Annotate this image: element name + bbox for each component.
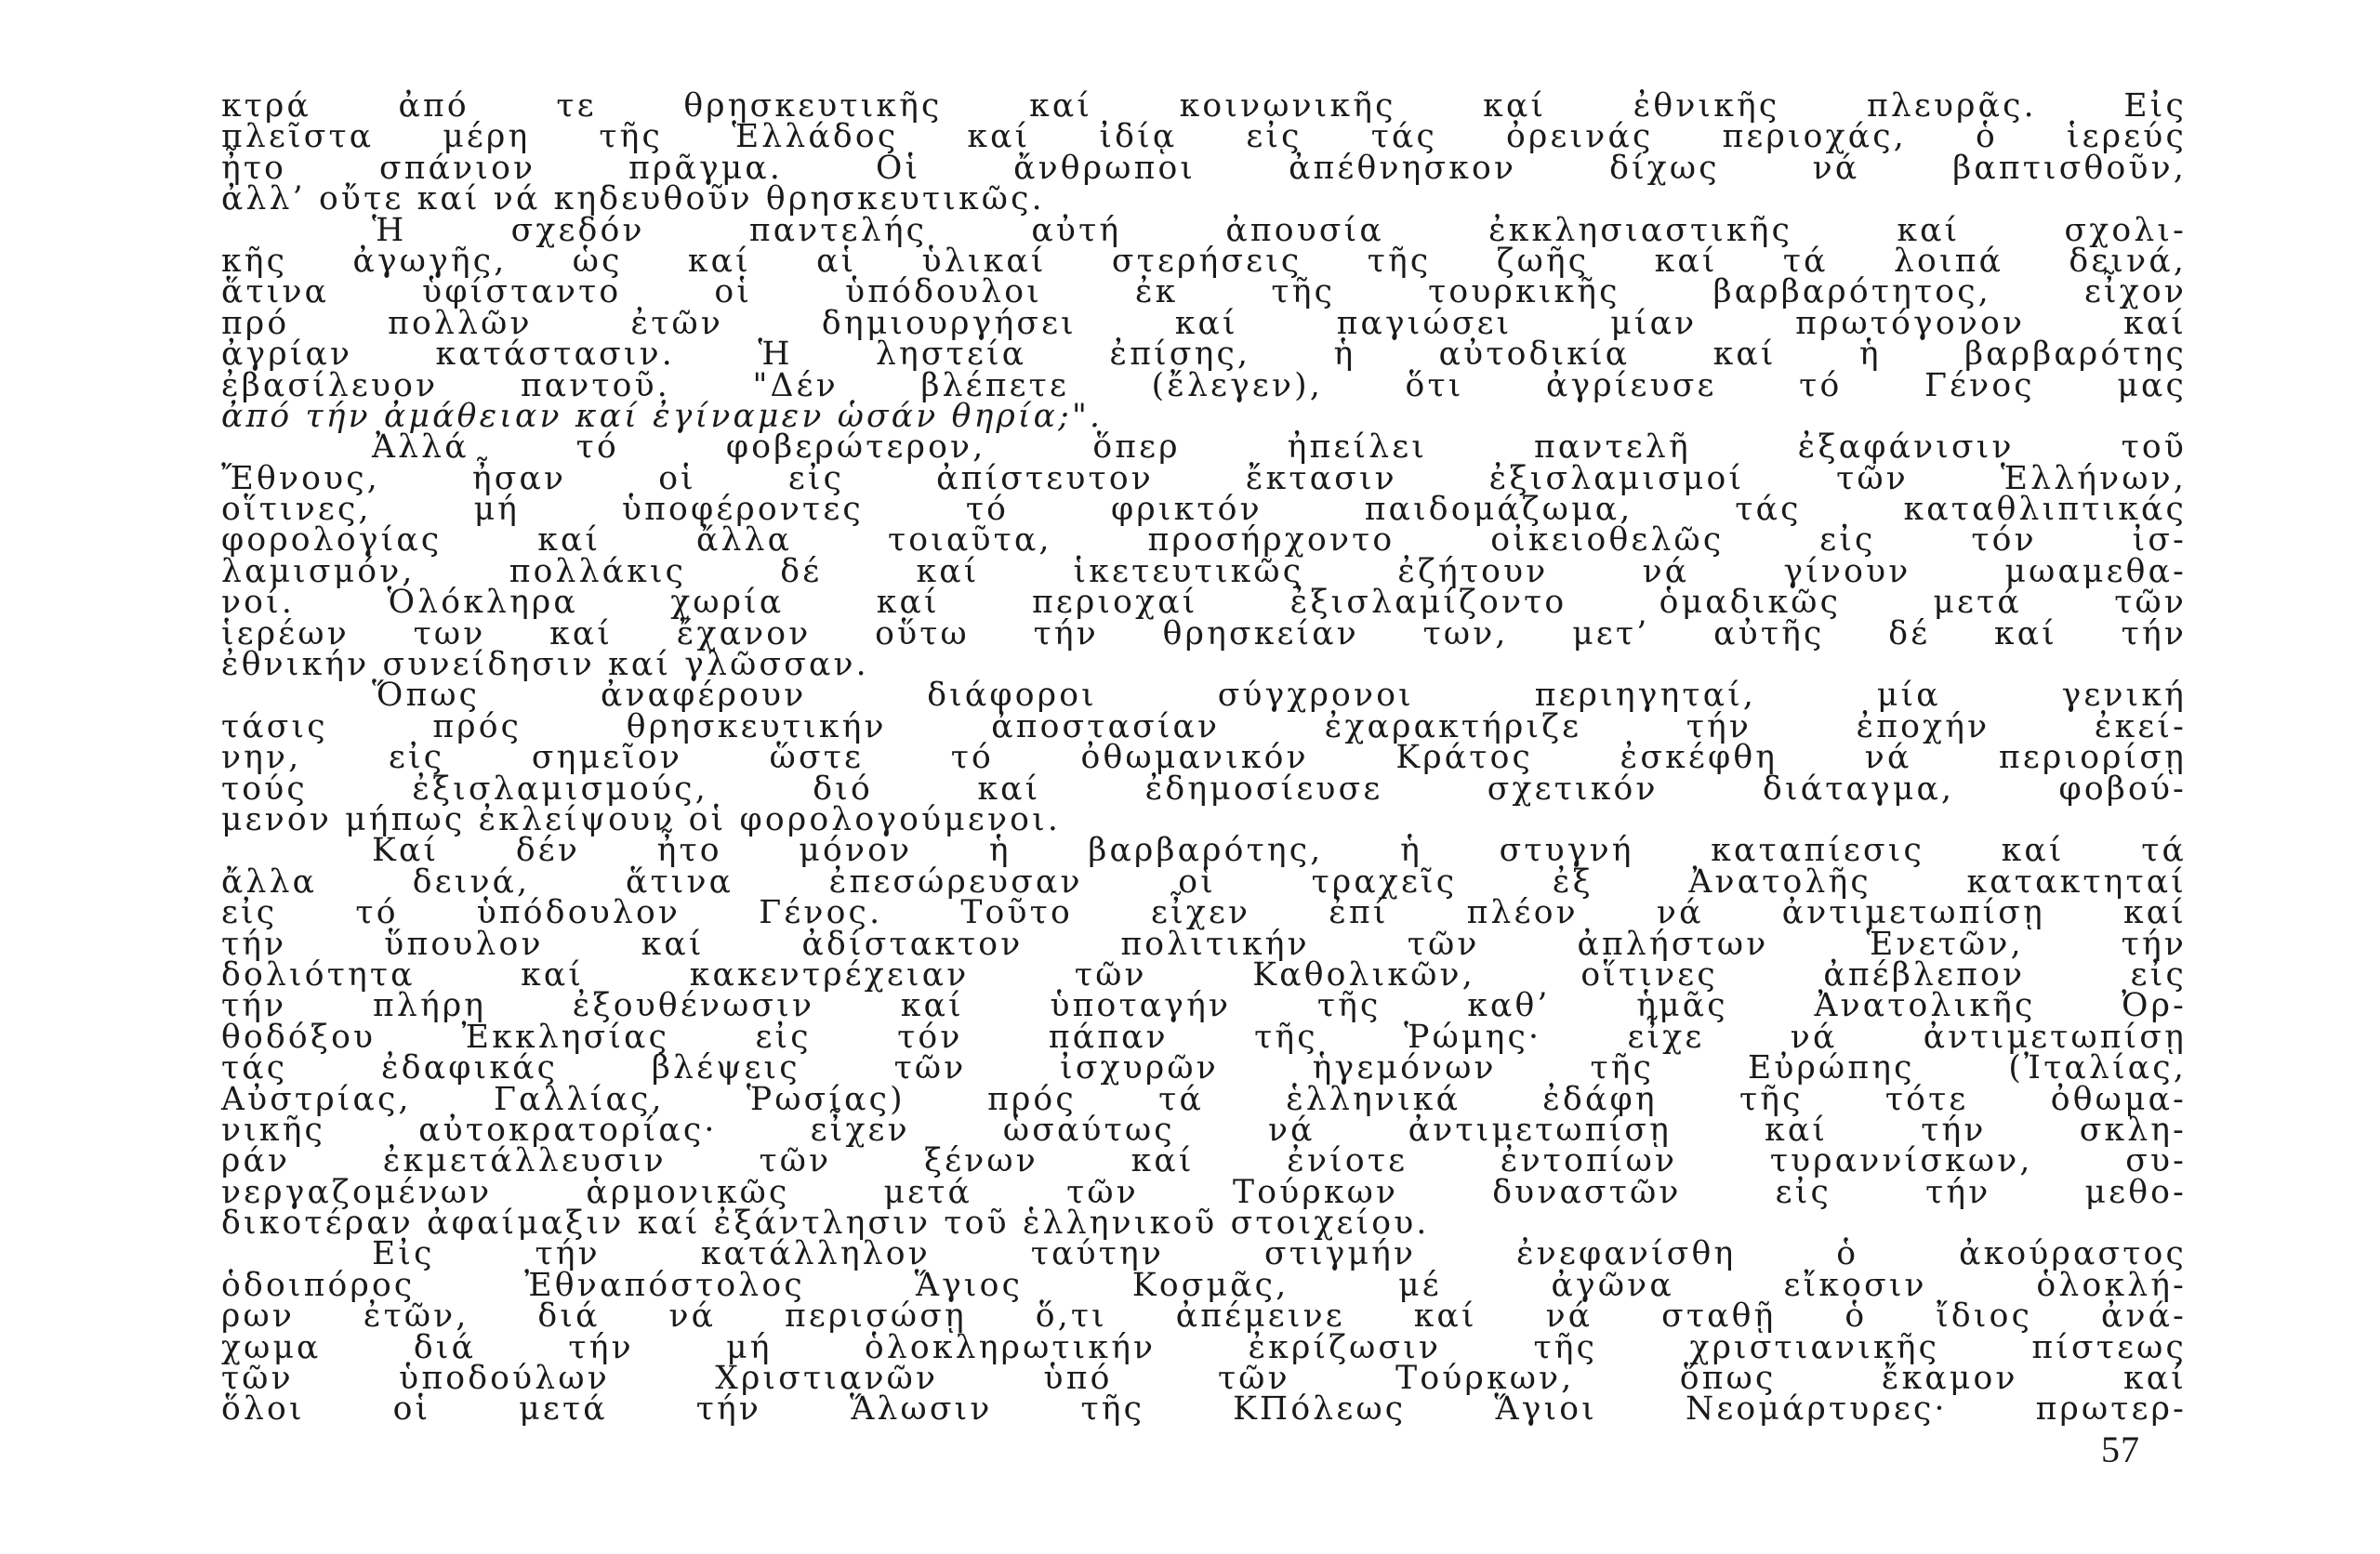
paragraph (221, 832, 2187, 1243)
text-line: τῶν ὑποδούλων Χριστιανῶν ὑπό τῶν Τούρκων, ὅπως ἔκαμον καί (221, 1360, 2187, 1398)
paragraph (221, 428, 2187, 684)
text-line: νεργαζομένων ἁρμονικῶς μετά τῶν Τούρκων δυναστῶν εἰς τήν μεθο- (221, 1173, 2187, 1211)
text-line: ὁδοιπόρος Ἐθναπόστολος Ἅγιος Κοσμᾶς, μέ ἀγῶνα εἴκοσιν ὁλοκλή- (221, 1266, 2187, 1304)
text-line: κῆς ἀγωγῆς, ὡς καί αἱ ὑλικαί στερήσεις τῆς ζωῆς καί τά λοιπά δεινά, (221, 242, 2187, 280)
paragraph (221, 211, 2187, 435)
text-line: χωμα διά τήν μή ὁλοκληρωτικήν ἐκρίζωσιν τῆς χριστιανικῆς πίστεως (221, 1328, 2187, 1366)
text-line: οἵτινες, μή ὑποφέροντες τό φρικτόν παιδομάζωμα, τάς καταθλιπτικάς (221, 491, 2187, 529)
text-line: δολιότητα καί κακεντρέχειαν τῶν Καθολικῶν, οἵτινες ἀπέβλεπον εἰς (221, 955, 2187, 994)
text-line: ράν ἐκμετάλλευσιν τῶν ξένων καί ἐνίοτε ἐντοπίων τυραννίσκων, συ- (221, 1142, 2187, 1180)
paragraph (221, 1235, 2187, 1429)
text-line: πλεῖστα μέρη τῆς Ἑλλάδος καί ἰδίᾳ εἰς τάς ὀρεινάς περιοχάς, ὁ ἱερεύς (221, 118, 2187, 156)
text-line: ὅλοι οἱ μετά τήν Ἅλωσιν τῆς ΚΠόλεως Ἅγιοι Νεομάρτυρες· πρωτερ- (221, 1390, 2187, 1429)
page-body (221, 87, 2187, 1429)
text-line: δικοτέραν ἀφαίμαξιν καί ἐξάντλησιν τοῦ ἑλληνικοῦ στοιχείου. (221, 1205, 1430, 1243)
text-line: τήν πλήρη ἐξουθένωσιν καί ὑποταγήν τῆς καθ’ ἡμᾶς Ἀνατολικῆς Ὀρ- (221, 987, 2187, 1025)
paragraph (221, 677, 2187, 838)
text-line: τήν ὕπουλον καί ἀδίστακτον πολιτικήν τῶν ἀπλήστων Ἑνετῶν, τήν (221, 925, 2187, 963)
text-line: Ἔθνους, ἦσαν οἱ εἰς ἀπίστευτον ἔκτασιν ἐξισλαμισμοί τῶν Ἑλλήνων, (221, 459, 2187, 497)
text-line: ἅτινα ὑφίσταντο οἱ ὑπόδουλοι ἐκ τῆς τουρκικῆς βαρβαρότητος, εἶχον (221, 273, 2187, 311)
text-line: Καί δέν ἦτο μόνον ἡ βαρβαρότης, ἡ στυγνή καταπίεσις καί τά (372, 832, 2187, 870)
text-line: ἐθνικήν συνείδησιν καί γλῶσσαν. (221, 646, 869, 684)
text-line: ἀγρίαν κατάστασιν. Ἡ ληστεία ἐπίσης, ἡ αὐτοδικία καί ἡ βαρβαρότης (221, 336, 2187, 374)
text-line: ἱερέων των καί ἔχανον οὕτω τήν θρησκείαν των, μετ’ αὐτῆς δέ καί τήν (221, 614, 2187, 652)
text-line: φορολογίας καί ἄλλα τοιαῦτα, προσήρχοντο οἰκειοθελῶς εἰς τόν ἰσ- (221, 521, 2187, 560)
text-line: ρων ἐτῶν, διά νά περισώσῃ ὅ,τι ἀπέμεινε καί νά σταθῇ ὁ ἴδιος ἀνά- (221, 1297, 2187, 1336)
text-line: Εἰς τήν κατάλληλον ταύτην στιγμήν ἐνεφανίσθη ὁ ἀκούραστος (372, 1235, 2187, 1273)
text-line: λαμισμόν, πολλάκις δέ καί ἱκετευτικῶς ἐζήτουν νά γίνουν μωαμεθα- (221, 552, 2187, 590)
text-line: εἰς τό ὑπόδουλον Γένος. Τοῦτο εἶχεν ἐπί πλέον νά ἀντιμετωπίσῃ καί (221, 894, 2187, 932)
text-line: ἦτο σπάνιον πρᾶγμα. Οἱ ἄνθρωποι ἀπέθνησκον δίχως νά βαπτισθοῦν, (221, 149, 2187, 187)
paragraph (221, 87, 2187, 218)
text-line: ἄλλα δεινά, ἅτινα ἐπεσώρευσαν οἱ τραχεῖς ἐξ Ἀνατολῆς κατακτηταί (221, 863, 2187, 901)
text-line: νικῆς αὐτοκρατορίας· εἶχεν ὡσαύτως νά ἀντιμετωπίσῃ καί τήν σκλη- (221, 1111, 2187, 1149)
text-line: Ἡ σχεδόν παντελής αὐτή ἀπουσία ἐκκλησιαστικῆς καί σχολι- (372, 211, 2187, 249)
text-line: Ὅπως ἀναφέρουν διάφοροι σύγχρονοι περιηγηταί, μία γενική (372, 677, 2187, 715)
text-line: τούς ἐξισλαμισμούς, διό καί ἐδημοσίευσε σχετικόν διάταγμα, φοβού- (221, 770, 2187, 808)
text-line: Αὐστρίας, Γαλλίας, Ῥωσίας) πρός τά ἑλληνικά ἐδάφη τῆς τότε ὀθωμα- (221, 1080, 2187, 1118)
text-line: νοί. Ὁλόκληρα χωρία καί περιοχαί ἐξισλαμίζοντο ὁμαδικῶς μετά τῶν (221, 584, 2187, 622)
text-line: ἐβασίλευον παντοῦ. "Δέν βλέπετε (ἔλεγεν), ὅτι ἀγρίευσε τό Γένος μας (221, 366, 2187, 404)
text-line: πρό πολλῶν ἐτῶν δημιουργήσει καί παγιώσει μίαν πρωτόγονον καί (221, 304, 2187, 342)
text-line: θοδόξου Ἐκκλησίας εἰς τόν πάπαν τῆς Ῥώμης· εἶχε νά ἀντιμετωπίσῃ (221, 1018, 2187, 1056)
page-number: 57 (2101, 1429, 2140, 1470)
text-line: ἀπό τήν ἀμάθειαν καί ἐγίναμεν ὡσάν θηρία;". (221, 397, 1104, 435)
text-line: κτρά ἀπό τε θρησκευτικῆς καί κοινωνικῆς καί ἐθνικῆς πλευρᾶς. Εἰς (221, 87, 2187, 125)
text-line: τάσις πρός θρησκευτικήν ἀποστασίαν ἐχαρακτήριζε τήν ἐποχήν ἐκεί- (221, 707, 2187, 745)
text-line: ἀλλ’ οὔτε καί νά κηδευθοῦν θρησκευτικῶς. (221, 180, 1045, 218)
text-line: νην, εἰς σημεῖον ὥστε τό ὀθωμανικόν Κράτος ἐσκέφθη νά περιορίσῃ (221, 739, 2187, 777)
text-line: τάς ἐδαφικάς βλέψεις τῶν ἰσχυρῶν ἡγεμόνων τῆς Εὐρώπης (Ἰταλίας, (221, 1049, 2187, 1087)
text-line: Ἀλλά τό φοβερώτερον, ὅπερ ἠπείλει παντελῆ ἐξαφάνισιν τοῦ (372, 428, 2187, 467)
text-line: μενον μήπως ἐκλείψουν οἱ φορολογούμενοι. (221, 800, 1062, 838)
